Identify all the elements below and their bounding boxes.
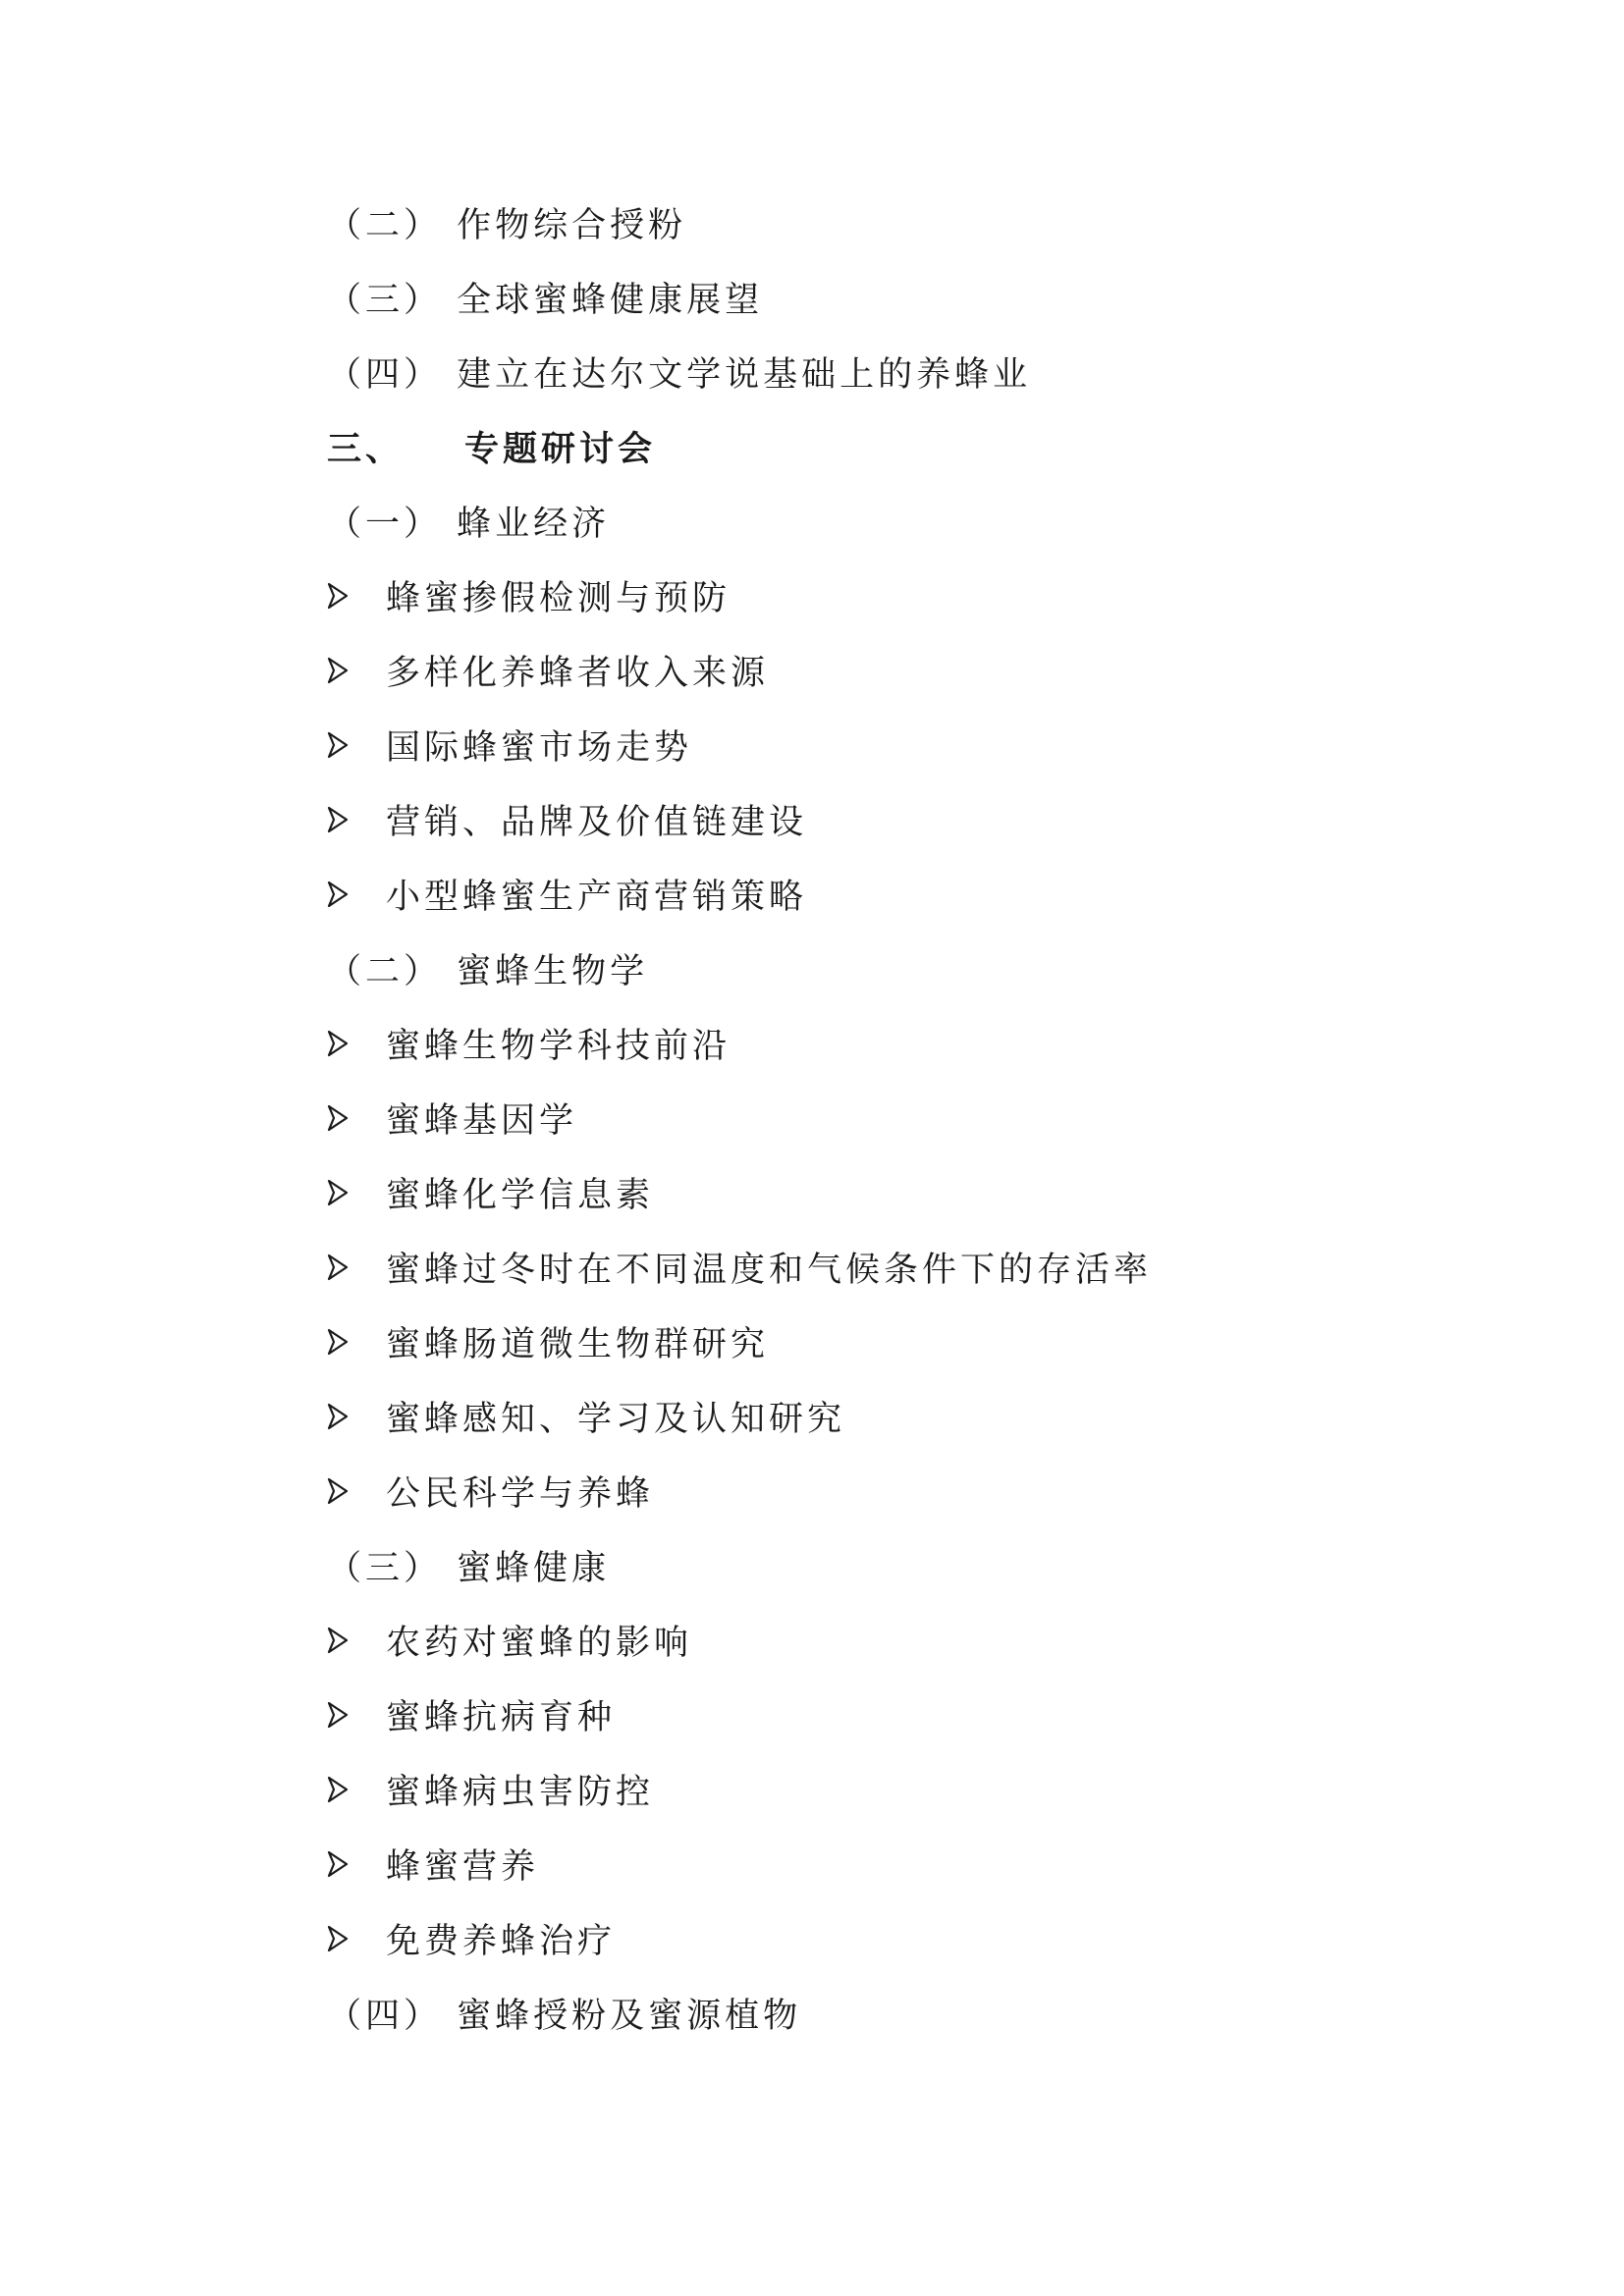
- line-text: （一） 蜂业经济: [327, 505, 611, 544]
- bullet-item: [327, 865, 807, 924]
- bullet-text: 蜜蜂抗病育种: [386, 1698, 617, 1737]
- bullet-item: [327, 1835, 539, 1894]
- line-text: （四） 蜜蜂授粉及蜜源植物: [327, 1997, 802, 2036]
- bullet-text: 蜂蜜掺假检测与预防: [386, 579, 731, 618]
- arrow-bullet-icon: [327, 1102, 349, 1134]
- arrow-bullet-icon: [327, 1177, 349, 1208]
- bullet-item: [327, 1238, 1152, 1297]
- arrow-bullet-icon: [327, 655, 349, 686]
- arrow-bullet-icon: [327, 580, 349, 612]
- arrow-bullet-icon: [327, 1848, 349, 1880]
- arrow-bullet-icon: [327, 1625, 349, 1656]
- bullet-item: [327, 1163, 654, 1222]
- bullet-item: [327, 1014, 731, 1073]
- bullet-item: [327, 1462, 654, 1521]
- bullet-item: [327, 1089, 577, 1148]
- bullet-item: [327, 716, 692, 774]
- subheading-darwinian-beekeeping: [327, 343, 1031, 401]
- section-number: 三、: [327, 429, 405, 469]
- bullet-text: 小型蜂蜜生产商营销策略: [386, 878, 808, 917]
- line-text: （二） 作物综合授粉: [327, 206, 687, 245]
- subheading-bee-biology: [327, 939, 648, 998]
- bullet-text: 蜜蜂感知、学习及认知研究: [386, 1400, 846, 1439]
- arrow-bullet-icon: [327, 879, 349, 910]
- bullet-item: [327, 1387, 845, 1446]
- arrow-bullet-icon: [327, 1401, 349, 1432]
- arrow-bullet-icon: [327, 1475, 349, 1507]
- bullet-item: [327, 1760, 654, 1819]
- subheading-bee-health: [327, 1536, 610, 1595]
- bullet-text: 公民科学与养蜂: [386, 1474, 655, 1514]
- line-text: （四） 建立在达尔文学说基础上的养蜂业: [327, 355, 1032, 395]
- subheading-global-bee-health: [327, 268, 763, 327]
- bullet-item: [327, 1685, 616, 1744]
- bullet-text: 蜜蜂化学信息素: [386, 1176, 655, 1215]
- line-text: （三） 全球蜜蜂健康展望: [327, 281, 764, 320]
- bullet-item: [327, 1611, 692, 1670]
- bullet-item: [327, 641, 769, 700]
- bullet-item: [327, 1909, 616, 1968]
- subheading-crop-pollination: [327, 193, 686, 252]
- bullet-text: 蜜蜂肠道微生物群研究: [386, 1325, 770, 1364]
- bullet-text: 营销、品牌及价值链建设: [386, 803, 808, 842]
- arrow-bullet-icon: [327, 1923, 349, 1954]
- arrow-bullet-icon: [327, 1774, 349, 1805]
- arrow-bullet-icon: [327, 729, 349, 761]
- subheading-apiculture-economics: [327, 492, 610, 551]
- arrow-bullet-icon: [327, 1028, 349, 1059]
- arrow-bullet-icon: [327, 1252, 349, 1283]
- arrow-bullet-icon: [327, 1326, 349, 1358]
- subheading-pollination-nectar-plants: [327, 1984, 801, 2043]
- bullet-text: 多样化养蜂者收入来源: [386, 654, 770, 693]
- bullet-text: 蜜蜂基因学: [386, 1101, 578, 1141]
- bullet-item: [327, 790, 807, 849]
- section-title-symposium: [327, 417, 656, 476]
- bullet-text: 国际蜂蜜市场走势: [386, 728, 693, 768]
- bullet-text: 蜜蜂病虫害防控: [386, 1773, 655, 1812]
- bullet-text: 农药对蜜蜂的影响: [386, 1624, 693, 1663]
- bullet-text: 蜜蜂生物学科技前沿: [386, 1027, 731, 1066]
- arrow-bullet-icon: [327, 804, 349, 835]
- bullet-text: 免费养蜂治疗: [386, 1922, 617, 1961]
- bullet-text: 蜜蜂过冬时在不同温度和气候条件下的存活率: [386, 1251, 1153, 1290]
- line-text: （二） 蜜蜂生物学: [327, 952, 649, 991]
- bullet-item: [327, 566, 731, 625]
- bullet-item: [327, 1312, 769, 1371]
- bullet-text: 蜂蜜营养: [386, 1847, 540, 1887]
- line-text: （三） 蜜蜂健康: [327, 1549, 611, 1588]
- section-text: 专题研讨会: [464, 429, 657, 469]
- arrow-bullet-icon: [327, 1699, 349, 1731]
